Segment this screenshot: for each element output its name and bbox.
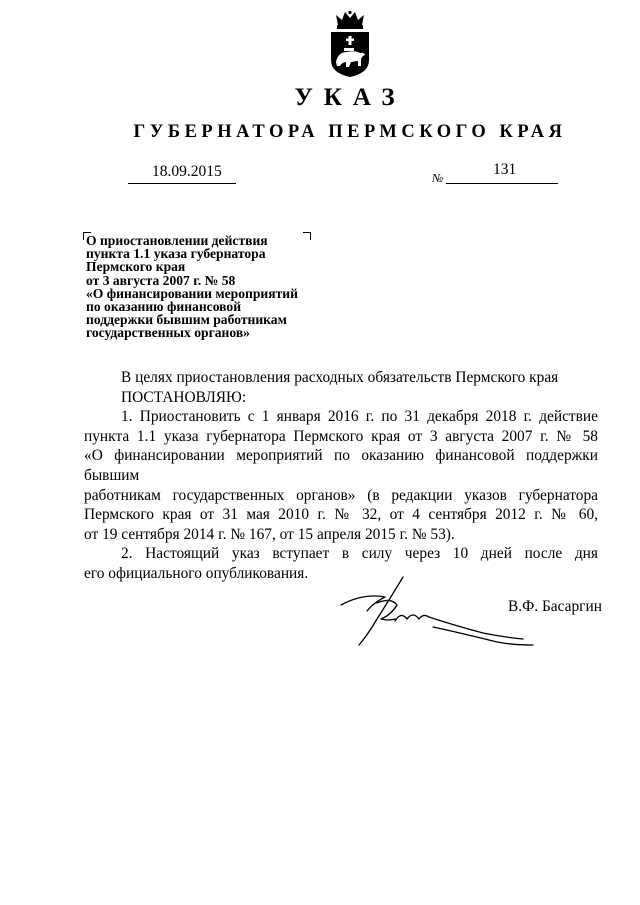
subject-line: О приостановлении действия [86, 233, 268, 248]
item1-line: от 19 сентября 2014 г. № 167, от 15 апреля 2015 г. № 53). [84, 525, 455, 543]
subject-line: от 3 августа 2007 г. № 58 [86, 272, 236, 288]
decree-body [84, 368, 598, 584]
item1-line: работникам государственных органов» (в редакции указов губернатора [84, 486, 598, 504]
subject-line: пункта 1.1 указа губернатора [86, 246, 266, 262]
item1-line: Пермского края от 31 мая 2010 г. № 32, от 4 сентября 2012 г. № 60, [84, 506, 598, 524]
item1-line: пункта 1.1 указа губернатора Пермского края от 3 августа 2007 г. № 58 [84, 427, 598, 445]
decree-subject [86, 234, 336, 340]
number-underline [446, 183, 558, 184]
issuer-title: ГУБЕРНАТОРА ПЕРМСКОГО КРАЯ [133, 122, 567, 142]
preamble: В целях приостановления расходных обязательств Пермского края [121, 369, 559, 386]
subject-line: «О финансировании мероприятий [86, 285, 298, 301]
date-underline [128, 183, 236, 184]
decree-title: УКАЗ [294, 84, 406, 111]
number-sign: № [432, 171, 444, 185]
item2-line: его официального опубликования. [84, 564, 309, 582]
resolve-word: ПОСТАНОВЛЯЮ: [121, 388, 247, 406]
item1-line: 1. Приостановить с 1 января 2016 г. по 31 декабря 2018 г. действие [121, 408, 598, 426]
subject-line: Пермского края [86, 259, 186, 275]
perm-krai-coat-of-arms-icon [327, 10, 373, 78]
item1-line: «О финансировании мероприятий по оказанию финансовой поддержки бывшим [84, 447, 598, 484]
subject-line: государственных органов» [86, 325, 250, 341]
subject-line: по оказанию финансовой [86, 299, 242, 315]
decree-date: 18.09.2015 [152, 163, 222, 180]
subject-line: поддержки бывшим работникам [86, 312, 287, 328]
item2-line: 2. Настоящий указ вступает в силу через 10 дней после дня [121, 545, 598, 563]
signer-name: В.Ф. Басаргин [508, 598, 602, 615]
decree-number: 131 [493, 161, 517, 178]
